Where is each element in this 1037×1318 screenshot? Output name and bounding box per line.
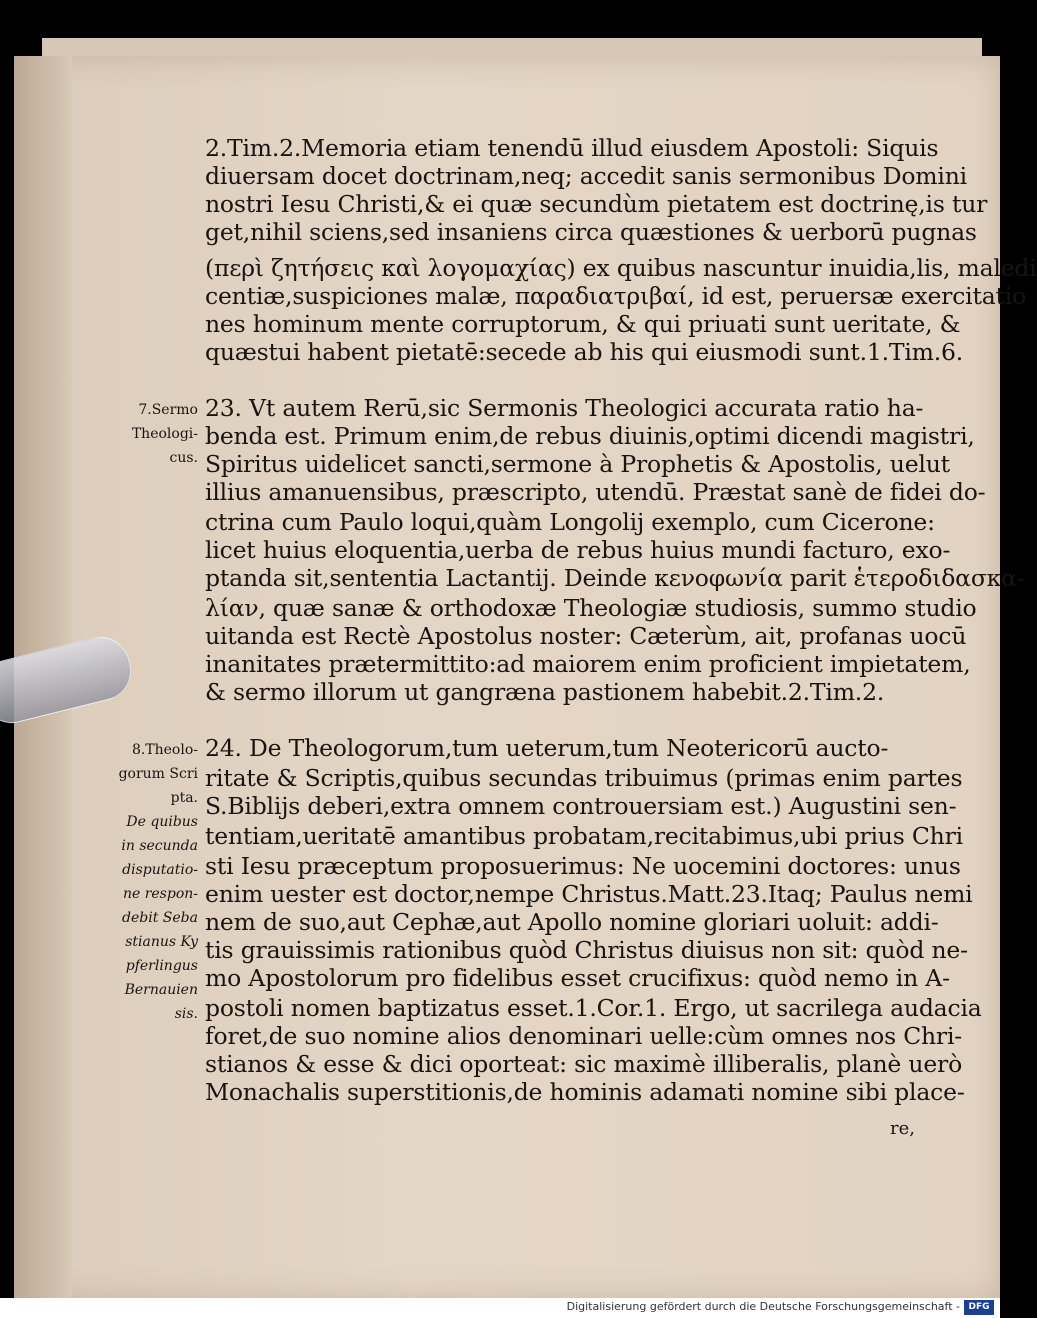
margin-note: De quibus (126, 814, 198, 830)
text-line: 2.Tim.2.Memoria etiam tenendū illud eiusdem Apostoli: Siquis (205, 134, 939, 162)
text-line: benda est. Primum enim,de rebus diuinis,optimi dicendi magistri, (205, 422, 975, 450)
text-line: ptanda sit,sententia Lactantij. Deinde κενοφωνία parit ἑτεροδιδασκα- (205, 564, 1025, 592)
footer-bar (0, 1298, 1000, 1318)
text-line: foret,de suo nomine alios denominari uelle:cùm omnes nos Chri- (205, 1022, 963, 1050)
dfg-logo-icon: DFG (964, 1300, 994, 1315)
margin-note: gorum Scri (118, 766, 198, 782)
text-line: S.Biblijs deberi,extra omnem controuersiam est.) Augustini sen- (205, 792, 957, 820)
text-line: diuersam docet doctrinam,neq; accedit sanis sermonibus Domini (205, 162, 967, 190)
text-line: illius amanuensibus, præscripto, utendū. Præstat sanè de fidei do- (205, 478, 986, 506)
text-line: licet huius eloquentia,uerba de rebus huius mundi facturo, exo- (205, 536, 951, 564)
text-line: quæstui habent pietatē:secede ab his qui eiusmodi sunt.1.Tim.6. (205, 338, 964, 366)
margin-note: in secunda (121, 838, 198, 854)
text-line: tentiam,ueritatē amantibus probatam,recitabimus,ubi prius Chri (205, 822, 963, 850)
text-line: nem de suo,aut Cephæ,aut Apollo nomine gloriari uoluit: addi- (205, 908, 939, 936)
margin-note: sis. (174, 1006, 198, 1022)
text-line: 24. De Theologorum,tum ueterum,tum Neotericorū aucto- (205, 734, 889, 762)
text-line: centiæ,suspiciones malæ, παραδιατριβαί, id est, peruersæ exercitatio (205, 282, 1027, 310)
text-line: 23. Vt autem Rerū,sic Sermonis Theologici accurata ratio ha- (205, 394, 924, 422)
text-line: enim uester est doctor,nempe Christus.Matt.23.Itaq; Paulus nemi (205, 880, 973, 908)
text-line: nes hominum mente corruptorum, & qui priuati sunt ueritate, & (205, 310, 961, 338)
text-line: uitanda est Rectè Apostolus noster: Cæterùm, ait, profanas uocū (205, 622, 967, 650)
margin-note: ne respon- (122, 886, 198, 902)
text-line: sti Iesu præceptum proposuerimus: Ne uocemini doctores: unus (205, 852, 961, 880)
margin-note: Bernauien (124, 982, 198, 998)
text-line: inanitates prætermittito:ad maiorem enim proficient impietatem, (205, 650, 971, 678)
text-line: ctrina cum Paulo loqui,quàm Longolij exemplo, cum Cicerone: (205, 508, 935, 536)
text-line: ritate & Scriptis,quibus secundas tribuimus (primas enim partes (205, 764, 963, 792)
text-line: get,nihil sciens,sed insaniens circa quæstiones & uerborū pugnas (205, 218, 977, 246)
margin-note: Theologi- (131, 426, 198, 442)
text-line: postoli nomen baptizatus esset.1.Cor.1. Ergo, ut sacrilega audacia (205, 994, 982, 1022)
margin-note: pferlingus (125, 958, 198, 974)
footer-text: Digitalisierung gefördert durch die Deutsche Forschungsgemeinschaft - (566, 1300, 960, 1313)
text-line: mo Apostolorum pro fidelibus esset crucifixus: quòd nemo in A- (205, 964, 950, 992)
text-line: Monachalis superstitionis,de hominis adamati nomine sibi place- (205, 1078, 965, 1106)
text-line: Spiritus uidelicet sancti,sermone à Prophetis & Apostolis, uelut (205, 450, 950, 478)
text-line: & sermo illorum ut gangræna pastionem habebit.2.Tim.2. (205, 678, 885, 706)
margin-note: 7.Sermo (138, 402, 198, 418)
margin-note: stianus Ky (125, 934, 198, 950)
margin-note: cus. (169, 450, 198, 466)
margin-note: pta. (170, 790, 198, 806)
margin-note: disputatio- (122, 862, 198, 878)
text-line: tis grauissimis rationibus quòd Christus diuisus non sit: quòd ne- (205, 936, 968, 964)
text-line: (περὶ ζητήσεις καὶ λογομαχίας) ex quibus nascuntur inuidia,lis, maledi (205, 254, 1037, 282)
margin-note: debit Seba (122, 910, 198, 926)
text-line: stianos & esse & dici oporteat: sic maximè illiberalis, planè uerò (205, 1050, 963, 1078)
text-line: λίαν, quæ sanæ & orthodoxæ Theologiæ studiosis, summo studio (205, 594, 977, 622)
text-line: nostri Iesu Christi,& ei quæ secundùm pietatem est doctrinę,is tur (205, 190, 988, 218)
margin-note: 8.Theolo- (131, 742, 198, 758)
catchword: re, (890, 1118, 915, 1139)
